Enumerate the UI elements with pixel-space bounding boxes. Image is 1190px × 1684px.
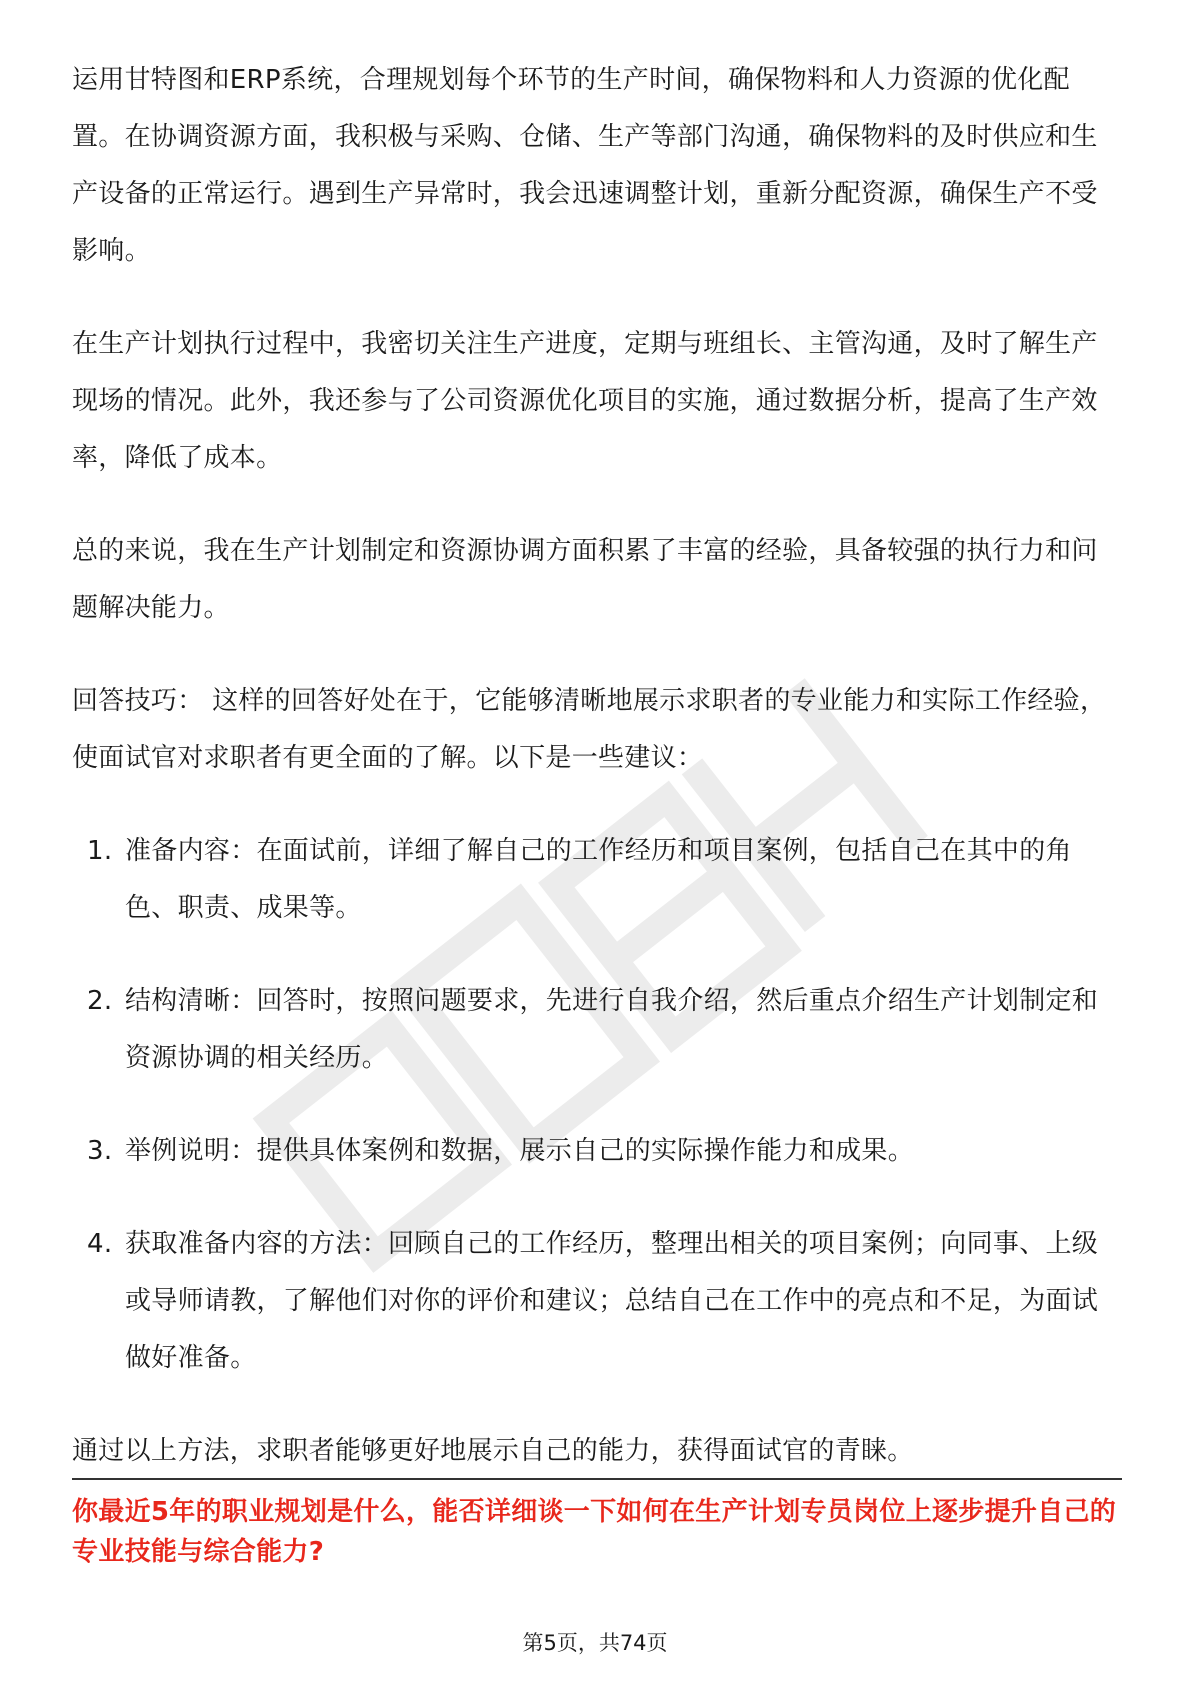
body-paragraph-3: 总的来说，我在生产计划制定和资源协调方面积累了丰富的经验，具备较强的执行力和问题解决能力。 — [72, 536, 1098, 623]
page-number-footer: 第5页，共74页 — [522, 1631, 668, 1655]
body-paragraph-2: 在生产计划执行过程中，我密切关注生产进度，定期与班组长、主管沟通，及时了解生产现场的情况。此外，我还参与了公司资源优化项目的实施，通过数据分析，提高了生产效率，降低了成本。 — [72, 329, 1098, 473]
closing-paragraph: 通过以上方法，求职者能够更好地展示自己的能力，获得面试官的青睐。 — [72, 1436, 914, 1466]
list-number: 4. — [87, 1229, 113, 1259]
list-item-text: 准备内容：在面试前，详细了解自己的工作经历和项目案例，包括自己在其中的角色、职责、成果等。 — [125, 836, 1072, 923]
list-item — [72, 1123, 1122, 1180]
list-number: 3. — [87, 1136, 113, 1166]
answer-tips-intro: 回答技巧： 这样的回答好处在于，它能够清晰地展示求职者的专业能力和实际工作经验，使面试官对求职者有更全面的了解。以下是一些建议： — [72, 686, 1107, 773]
list-item — [72, 973, 1122, 1087]
body-paragraph-1: 运用甘特图和ERP系统，合理规划每个环节的生产时间，确保物料和人力资源的优化配置。在协调资源方面，我积极与采购、仓储、生产等部门沟通，确保物料的及时供应和生产设备的正常运行。遇到生产异常时，我会迅速调整计划，重新分配资源，确保生产不受影响。 — [72, 65, 1098, 266]
list-number: 2. — [87, 986, 113, 1016]
tips-list — [72, 823, 1122, 1387]
list-number: 1. — [87, 836, 113, 866]
list-item — [72, 823, 1122, 937]
list-item-text: 结构清晰：回答时，按照问题要求，先进行自我介绍，然后重点介绍生产计划制定和资源协调的相关经历。 — [125, 986, 1099, 1073]
list-item-text: 获取准备内容的方法：回顾自己的工作经历，整理出相关的项目案例；向同事、上级或导师请教，了解他们对你的评价和建议；总结自己在工作中的亮点和不足，为面试做好准备。 — [125, 1229, 1099, 1373]
section-divider — [72, 1478, 1122, 1480]
list-item — [72, 1216, 1122, 1387]
main-content — [72, 52, 1122, 1516]
interview-question-heading: 你最近5年的职业规划是什么，能否详细谈一下如何在生产计划专员岗位上逐步提升自己的专业技能与综合能力? — [72, 1497, 1117, 1567]
list-item-text: 举例说明：提供具体案例和数据，展示自己的实际操作能力和成果。 — [125, 1136, 915, 1166]
